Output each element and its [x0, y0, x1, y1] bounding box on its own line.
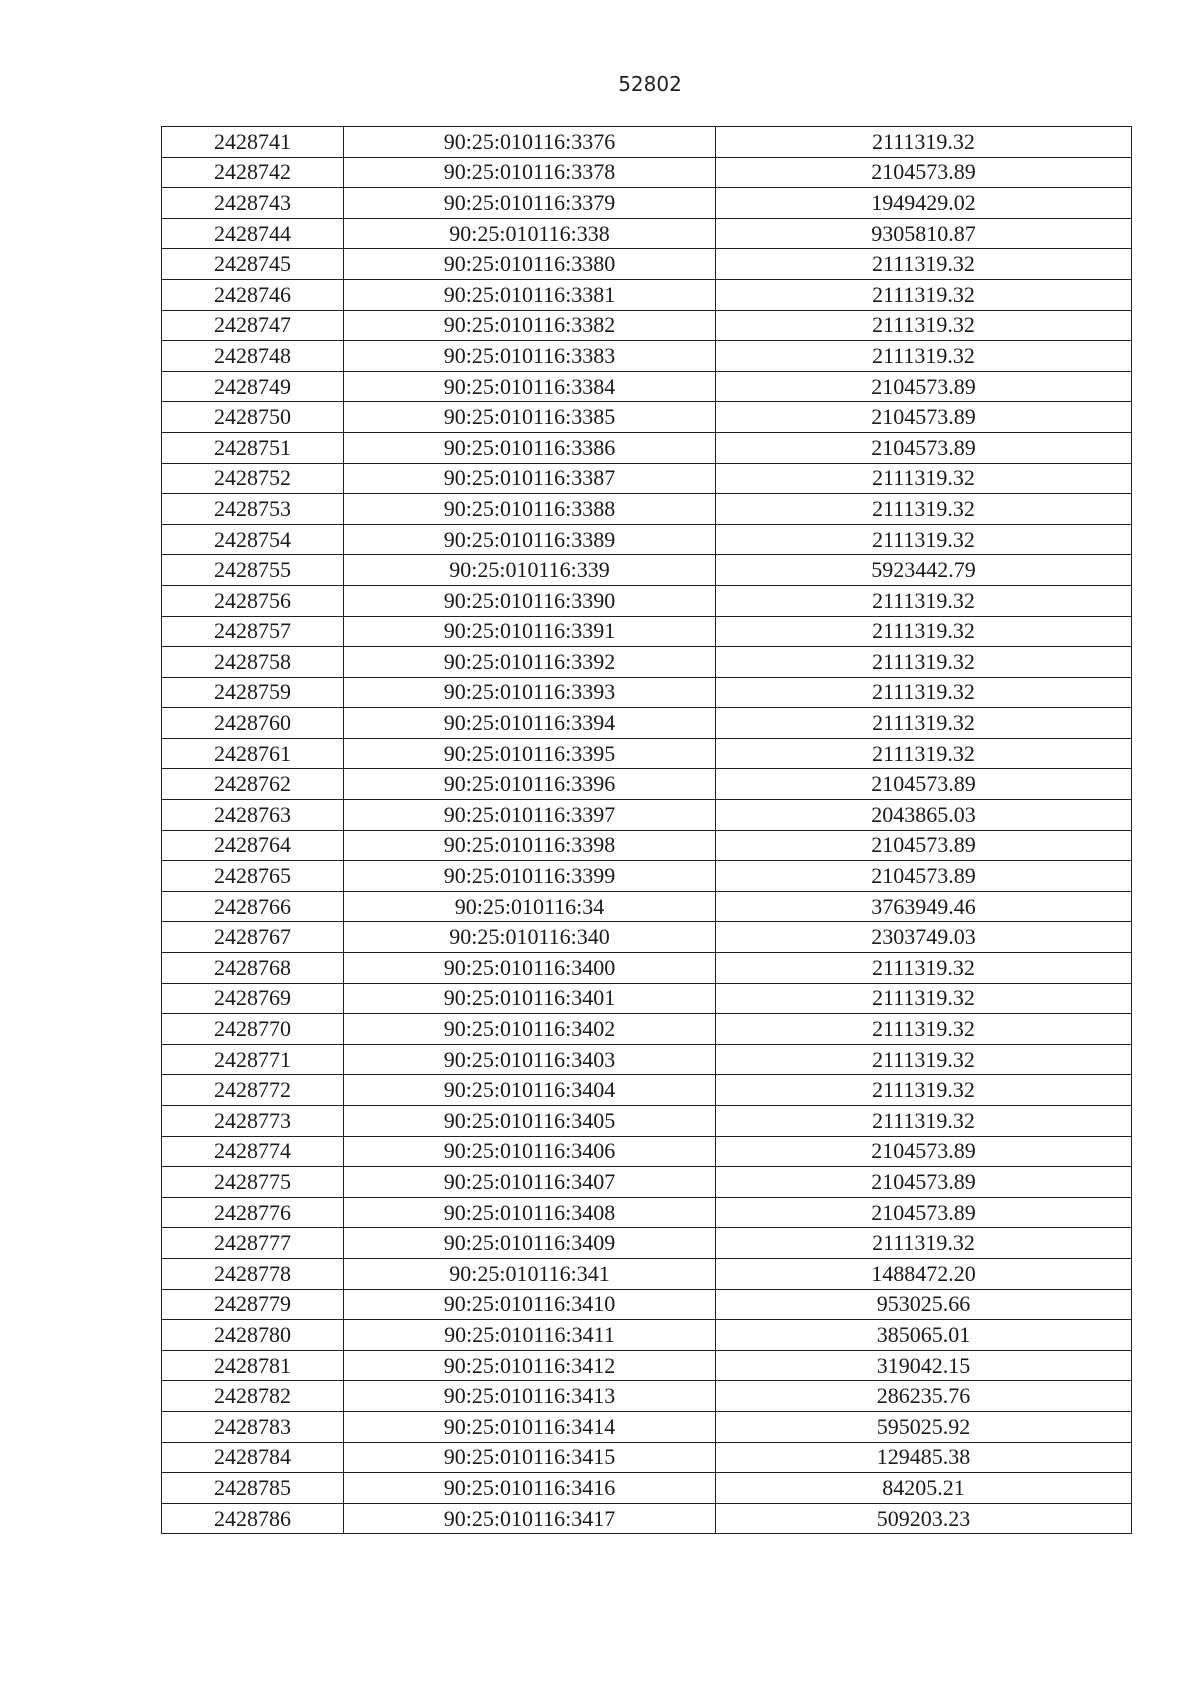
row-id-cell: 2428786: [162, 1503, 344, 1534]
row-id-cell: 2428744: [162, 218, 344, 249]
table-row: [162, 1258, 1132, 1289]
cadastral-value-cell: 2111319.32: [716, 1106, 1132, 1137]
table-row: [162, 279, 1132, 310]
row-id-cell: 2428747: [162, 310, 344, 341]
table-row: [162, 1289, 1132, 1320]
cadastral-number-cell: 90:25:010116:3407: [344, 1167, 716, 1198]
table-row: [162, 249, 1132, 280]
cadastral-number-cell: 90:25:010116:3390: [344, 585, 716, 616]
cadastral-number-cell: 90:25:010116:3403: [344, 1044, 716, 1075]
cadastral-value-cell: 2104573.89: [716, 432, 1132, 463]
row-id-cell: 2428770: [162, 1014, 344, 1045]
cadastral-number-cell: 90:25:010116:3389: [344, 524, 716, 555]
cadastral-number-cell: 90:25:010116:3394: [344, 708, 716, 739]
table-row: [162, 1503, 1132, 1534]
row-id-cell: 2428754: [162, 524, 344, 555]
table-row: [162, 310, 1132, 341]
cadastral-value-cell: 2111319.32: [716, 249, 1132, 280]
table-row: [162, 1167, 1132, 1198]
cadastral-value-cell: 129485.38: [716, 1442, 1132, 1473]
cadastral-value-cell: 5923442.79: [716, 555, 1132, 586]
cadastral-number-cell: 90:25:010116:3400: [344, 953, 716, 984]
row-id-cell: 2428772: [162, 1075, 344, 1106]
row-id-cell: 2428780: [162, 1320, 344, 1351]
row-id-cell: 2428746: [162, 279, 344, 310]
table-row: [162, 983, 1132, 1014]
table-row: [162, 1381, 1132, 1412]
table-row: [162, 616, 1132, 647]
cadastral-value-cell: 2303749.03: [716, 922, 1132, 953]
table-row: [162, 1442, 1132, 1473]
page-number: 52802: [618, 72, 682, 96]
cadastral-value-cell: 2043865.03: [716, 800, 1132, 831]
cadastral-number-cell: 90:25:010116:3385: [344, 402, 716, 433]
cadastral-number-cell: 90:25:010116:3381: [344, 279, 716, 310]
cadastral-value-cell: 2104573.89: [716, 830, 1132, 861]
row-id-cell: 2428755: [162, 555, 344, 586]
table-row: [162, 1473, 1132, 1504]
table-row: [162, 127, 1132, 158]
cadastral-number-cell: 90:25:010116:3396: [344, 769, 716, 800]
cadastral-value-cell: 2104573.89: [716, 1167, 1132, 1198]
row-id-cell: 2428743: [162, 188, 344, 219]
cadastral-number-cell: 90:25:010116:340: [344, 922, 716, 953]
row-id-cell: 2428784: [162, 1442, 344, 1473]
cadastral-number-cell: 90:25:010116:3382: [344, 310, 716, 341]
cadastral-value-cell: 953025.66: [716, 1289, 1132, 1320]
cadastral-number-cell: 90:25:010116:3413: [344, 1381, 716, 1412]
table-row: [162, 861, 1132, 892]
row-id-cell: 2428751: [162, 432, 344, 463]
table-row: [162, 891, 1132, 922]
row-id-cell: 2428752: [162, 463, 344, 494]
table-row: [162, 677, 1132, 708]
cadastral-value-cell: 595025.92: [716, 1411, 1132, 1442]
cadastral-number-cell: 90:25:010116:3379: [344, 188, 716, 219]
cadastral-number-cell: 90:25:010116:3417: [344, 1503, 716, 1534]
cadastral-number-cell: 90:25:010116:3393: [344, 677, 716, 708]
cadastral-value-cell: 2104573.89: [716, 861, 1132, 892]
cadastral-value-cell: 2111319.32: [716, 1228, 1132, 1259]
row-id-cell: 2428764: [162, 830, 344, 861]
cadastral-value-table: [161, 126, 1132, 1534]
row-id-cell: 2428782: [162, 1381, 344, 1412]
row-id-cell: 2428773: [162, 1106, 344, 1137]
cadastral-value-cell: 2111319.32: [716, 310, 1132, 341]
cadastral-number-cell: 90:25:010116:3411: [344, 1320, 716, 1351]
table-row: [162, 494, 1132, 525]
row-id-cell: 2428749: [162, 371, 344, 402]
table-row: [162, 1350, 1132, 1381]
row-id-cell: 2428762: [162, 769, 344, 800]
row-id-cell: 2428783: [162, 1411, 344, 1442]
table-row: [162, 341, 1132, 372]
cadastral-number-cell: 90:25:010116:3399: [344, 861, 716, 892]
table-row: [162, 1411, 1132, 1442]
row-id-cell: 2428767: [162, 922, 344, 953]
cadastral-value-cell: 2111319.32: [716, 341, 1132, 372]
cadastral-value-cell: 2111319.32: [716, 1014, 1132, 1045]
row-id-cell: 2428761: [162, 738, 344, 769]
cadastral-number-cell: 90:25:010116:3406: [344, 1136, 716, 1167]
table-row: [162, 738, 1132, 769]
cadastral-value-cell: 1949429.02: [716, 188, 1132, 219]
cadastral-number-cell: 90:25:010116:3388: [344, 494, 716, 525]
row-id-cell: 2428759: [162, 677, 344, 708]
cadastral-number-cell: 90:25:010116:3404: [344, 1075, 716, 1106]
cadastral-value-cell: 2111319.32: [716, 524, 1132, 555]
row-id-cell: 2428771: [162, 1044, 344, 1075]
cadastral-value-cell: 2111319.32: [716, 677, 1132, 708]
row-id-cell: 2428756: [162, 585, 344, 616]
cadastral-number-cell: 90:25:010116:3402: [344, 1014, 716, 1045]
cadastral-value-cell: 2111319.32: [716, 279, 1132, 310]
cadastral-value-cell: 84205.21: [716, 1473, 1132, 1504]
cadastral-number-cell: 90:25:010116:3384: [344, 371, 716, 402]
cadastral-number-cell: 90:25:010116:3387: [344, 463, 716, 494]
cadastral-value-cell: 2111319.32: [716, 708, 1132, 739]
row-id-cell: 2428741: [162, 127, 344, 158]
cadastral-value-cell: 2111319.32: [716, 1044, 1132, 1075]
cadastral-number-cell: 90:25:010116:338: [344, 218, 716, 249]
table-row: [162, 800, 1132, 831]
cadastral-value-cell: 2111319.32: [716, 953, 1132, 984]
table-row: [162, 769, 1132, 800]
cadastral-number-cell: 90:25:010116:34: [344, 891, 716, 922]
cadastral-number-cell: 90:25:010116:3391: [344, 616, 716, 647]
row-id-cell: 2428753: [162, 494, 344, 525]
cadastral-number-cell: 90:25:010116:3378: [344, 157, 716, 188]
cadastral-number-cell: 90:25:010116:3410: [344, 1289, 716, 1320]
cadastral-number-cell: 90:25:010116:3408: [344, 1197, 716, 1228]
cadastral-value-cell: 9305810.87: [716, 218, 1132, 249]
row-id-cell: 2428776: [162, 1197, 344, 1228]
cadastral-value-cell: 2104573.89: [716, 402, 1132, 433]
table-row: [162, 1197, 1132, 1228]
cadastral-number-cell: 90:25:010116:3386: [344, 432, 716, 463]
cadastral-number-cell: 90:25:010116:3398: [344, 830, 716, 861]
cadastral-value-cell: 2104573.89: [716, 1136, 1132, 1167]
row-id-cell: 2428757: [162, 616, 344, 647]
row-id-cell: 2428777: [162, 1228, 344, 1259]
cadastral-value-cell: 3763949.46: [716, 891, 1132, 922]
table-row: [162, 1044, 1132, 1075]
cadastral-number-cell: 90:25:010116:3395: [344, 738, 716, 769]
table-row: [162, 1106, 1132, 1137]
table-row: [162, 432, 1132, 463]
table-row: [162, 953, 1132, 984]
row-id-cell: 2428774: [162, 1136, 344, 1167]
cadastral-value-cell: 2104573.89: [716, 157, 1132, 188]
cadastral-number-cell: 90:25:010116:3415: [344, 1442, 716, 1473]
cadastral-value-cell: 2111319.32: [716, 463, 1132, 494]
table-row: [162, 463, 1132, 494]
row-id-cell: 2428742: [162, 157, 344, 188]
cadastral-value-cell: 2104573.89: [716, 769, 1132, 800]
cadastral-number-cell: 90:25:010116:341: [344, 1258, 716, 1289]
cadastral-value-cell: 2104573.89: [716, 1197, 1132, 1228]
row-id-cell: 2428778: [162, 1258, 344, 1289]
table-row: [162, 1136, 1132, 1167]
table-row: [162, 218, 1132, 249]
cadastral-number-cell: 90:25:010116:3392: [344, 647, 716, 678]
cadastral-value-cell: 2111319.32: [716, 647, 1132, 678]
table-row: [162, 524, 1132, 555]
row-id-cell: 2428779: [162, 1289, 344, 1320]
cadastral-number-cell: 90:25:010116:3383: [344, 341, 716, 372]
cadastral-value-cell: 2111319.32: [716, 494, 1132, 525]
row-id-cell: 2428758: [162, 647, 344, 678]
table-row: [162, 1014, 1132, 1045]
row-id-cell: 2428781: [162, 1350, 344, 1381]
table-row: [162, 402, 1132, 433]
row-id-cell: 2428750: [162, 402, 344, 433]
table-row: [162, 585, 1132, 616]
cadastral-number-cell: 90:25:010116:3401: [344, 983, 716, 1014]
table-row: [162, 188, 1132, 219]
row-id-cell: 2428768: [162, 953, 344, 984]
cadastral-value-cell: 2111319.32: [716, 738, 1132, 769]
row-id-cell: 2428775: [162, 1167, 344, 1198]
cadastral-number-cell: 90:25:010116:3397: [344, 800, 716, 831]
table-body: [162, 127, 1132, 1534]
table-row: [162, 1320, 1132, 1351]
cadastral-number-cell: 90:25:010116:3409: [344, 1228, 716, 1259]
cadastral-value-cell: 319042.15: [716, 1350, 1132, 1381]
cadastral-value-cell: 2111319.32: [716, 983, 1132, 1014]
cadastral-number-cell: 90:25:010116:3380: [344, 249, 716, 280]
cadastral-value-cell: 2111319.32: [716, 585, 1132, 616]
cadastral-number-cell: 90:25:010116:3405: [344, 1106, 716, 1137]
table-row: [162, 371, 1132, 402]
row-id-cell: 2428760: [162, 708, 344, 739]
cadastral-number-cell: 90:25:010116:3414: [344, 1411, 716, 1442]
row-id-cell: 2428763: [162, 800, 344, 831]
cadastral-number-cell: 90:25:010116:339: [344, 555, 716, 586]
table-row: [162, 830, 1132, 861]
cadastral-number-cell: 90:25:010116:3416: [344, 1473, 716, 1504]
row-id-cell: 2428785: [162, 1473, 344, 1504]
row-id-cell: 2428766: [162, 891, 344, 922]
table-row: [162, 555, 1132, 586]
cadastral-number-cell: 90:25:010116:3376: [344, 127, 716, 158]
table-row: [162, 1075, 1132, 1106]
row-id-cell: 2428748: [162, 341, 344, 372]
table-row: [162, 708, 1132, 739]
cadastral-value-cell: 2111319.32: [716, 1075, 1132, 1106]
row-id-cell: 2428745: [162, 249, 344, 280]
row-id-cell: 2428765: [162, 861, 344, 892]
cadastral-value-cell: 509203.23: [716, 1503, 1132, 1534]
table-row: [162, 922, 1132, 953]
cadastral-value-cell: 2111319.32: [716, 127, 1132, 158]
cadastral-value-cell: 385065.01: [716, 1320, 1132, 1351]
cadastral-value-cell: 2104573.89: [716, 371, 1132, 402]
cadastral-value-cell: 2111319.32: [716, 616, 1132, 647]
cadastral-value-cell: 1488472.20: [716, 1258, 1132, 1289]
table-row: [162, 647, 1132, 678]
table-row: [162, 1228, 1132, 1259]
table-row: [162, 157, 1132, 188]
row-id-cell: 2428769: [162, 983, 344, 1014]
cadastral-value-cell: 286235.76: [716, 1381, 1132, 1412]
cadastral-number-cell: 90:25:010116:3412: [344, 1350, 716, 1381]
